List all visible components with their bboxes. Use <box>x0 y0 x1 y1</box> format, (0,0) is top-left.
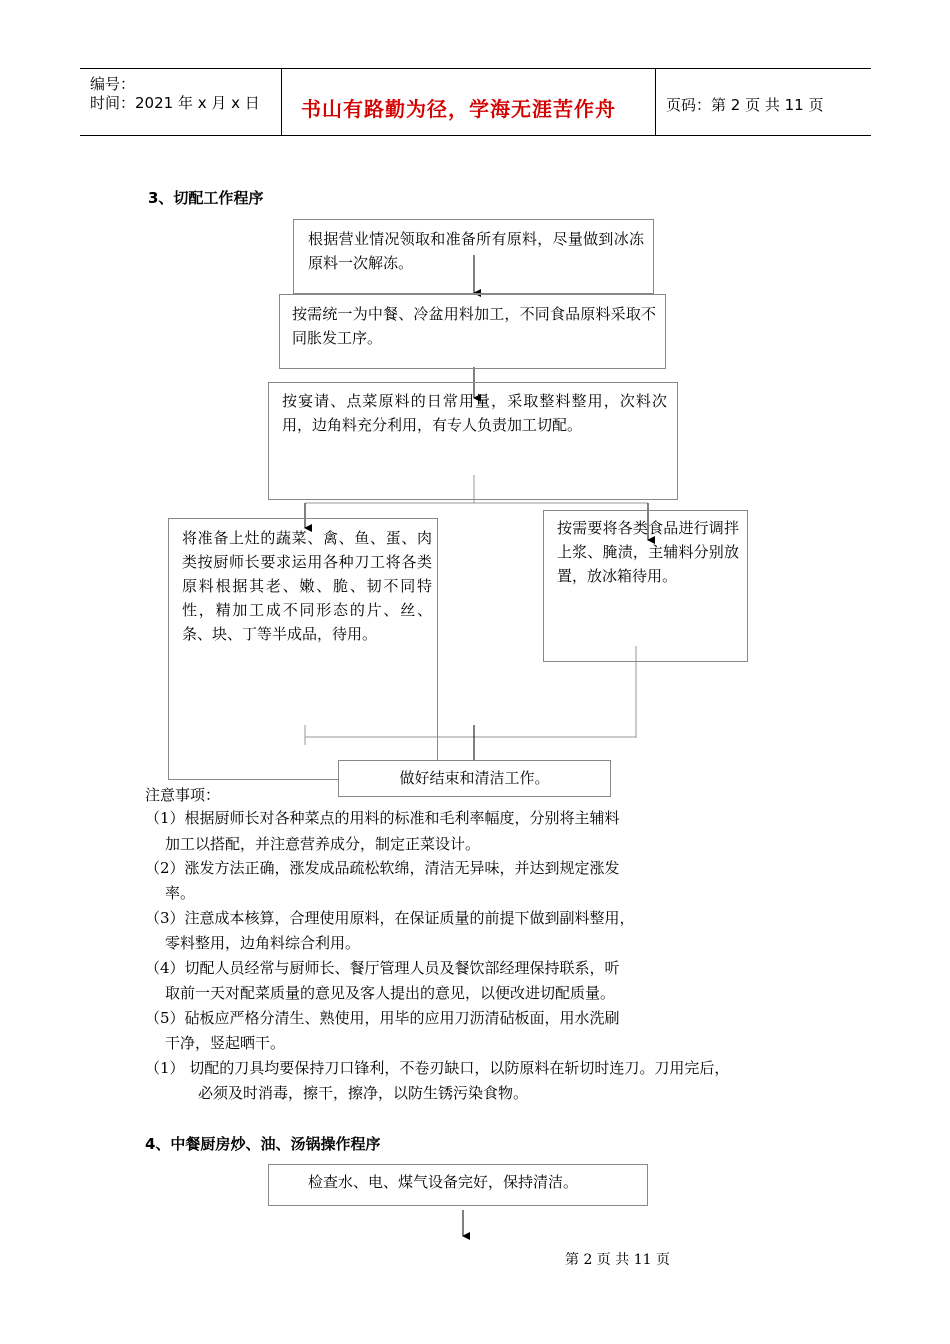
note-6-line-1: （1） 切配的刀具均要保持刀口锋利，不卷刃缺口，以防原料在斩切时连刀。刀用完后， <box>145 1059 730 1077</box>
flow-step-4a-text: 将准备上灶的蔬菜、禽、鱼、蛋、肉类按厨师长要求运用各种刀工将各类原料根据其老、嫩、脆、韧不同特性，精加工成不同形态的片、丝、条、块、丁等半成品，待用。 <box>182 529 432 643</box>
document-date: 时间：2021 年 x 月 x 日 <box>90 94 260 112</box>
note-2-line-2: 率。 <box>165 884 196 902</box>
note-4-line-2: 取前一天对配菜质量的意见及客人提出的意见，以便改进切配质量。 <box>165 984 616 1002</box>
section-4-step-1-text: 检查水、电、煤气设备完好，保持清洁。 <box>307 1173 578 1191</box>
document-number-label: 编号： <box>90 75 136 93</box>
note-3-line-2: 零料整用，边角料综合利用。 <box>165 934 361 952</box>
note-1-line-2: 加工以搭配，并注意营养成分，制定正菜设计。 <box>165 835 481 853</box>
note-6-line-2: 必须及时消毒，擦干，擦净，以防生锈污染食物。 <box>198 1084 529 1102</box>
header-motto: 书山有路勤为径，学海无涯苦作舟 <box>301 97 616 121</box>
notes-title: 注意事项： <box>145 786 221 804</box>
note-4-line-1: （4）切配人员经常与厨师长、餐厅管理人员及餐饮部经理保持联系，听 <box>145 959 620 977</box>
note-2-line-1: （2）涨发方法正确，涨发成品疏松软绵，清洁无异味，并达到规定涨发 <box>145 859 620 877</box>
flow-step-3-text: 按宴请、点菜原料的日常用量，采取整料整用，次料次用，边角料充分利用，有专人负责加工切配。 <box>282 392 667 434</box>
flow-step-1-text: 根据营业情况领取和准备所有原料，尽量做到冰冻原料一次解冻。 <box>308 230 644 272</box>
flow-step-2-text: 按需统一为中餐、冷盆用料加工，不同食品原料采取不同胀发工序。 <box>292 305 656 347</box>
section-4-title: 4、中餐厨房炒、油、汤锅操作程序 <box>145 1135 381 1153</box>
note-3-line-1: （3）注意成本核算，合理使用原料，在保证质量的前提下做到副料整用， <box>145 909 635 927</box>
note-1-line-1: （1）根据厨师长对各种菜点的用料的标准和毛利率幅度，分别将主辅料 <box>145 809 620 827</box>
footer-page-number: 第 2 页 共 11 页 <box>565 1252 670 1268</box>
flow-step-5-text: 做好结束和清洁工作。 <box>399 769 550 787</box>
flow-step-4b-text: 按需要将各类食品进行调拌上浆、腌渍，主辅料分别放置，放冰箱待用。 <box>557 519 739 585</box>
header-page-info: 页码：第 2 页 共 11 页 <box>666 96 824 114</box>
note-5-line-2: 干净，竖起晒干。 <box>165 1034 286 1052</box>
note-5-line-1: （5）砧板应严格分清生、熟使用，用毕的应用刀沥清砧板面，用水洗刷 <box>145 1009 620 1027</box>
section-3-title: 3、切配工作程序 <box>148 189 264 207</box>
